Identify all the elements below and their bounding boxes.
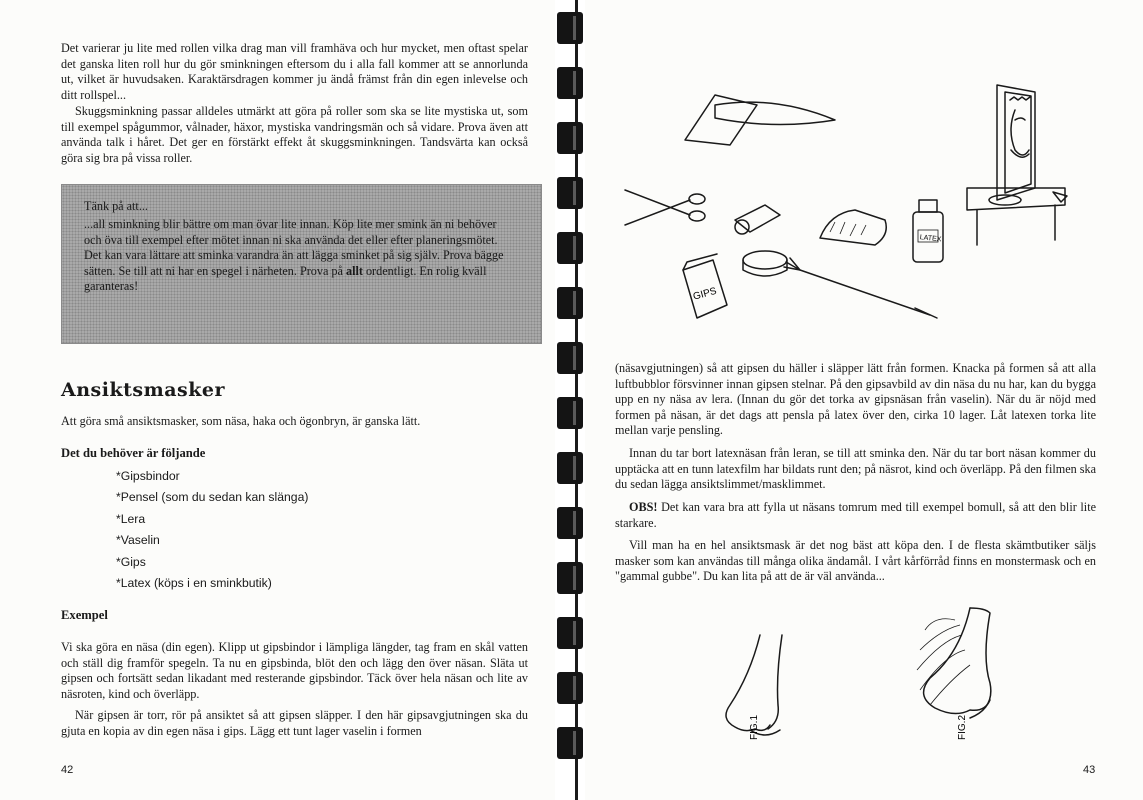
example-heading: Exempel — [61, 608, 108, 622]
clay-icon — [820, 210, 886, 245]
obs-label: OBS! — [629, 500, 658, 514]
binding-ring — [557, 672, 583, 704]
gips-label: GIPS — [691, 285, 718, 303]
fig1-label: FIG.1 — [749, 714, 760, 740]
tip-text-post: ordentligt. En rolig kväll garanteras! — [84, 263, 487, 294]
tip-title: Tänk på att... — [84, 199, 148, 213]
supply-item: *Vaselin — [116, 533, 160, 548]
obs-text: Det kan vara bra att fylla ut näsans tomrum med till exempel bomull, så att den blir lite starkare. — [615, 500, 1096, 530]
binding-ring — [557, 122, 583, 154]
binding-ring — [557, 177, 583, 209]
gips-bag-icon — [683, 254, 727, 318]
binding-ring — [557, 452, 583, 484]
shadow-makeup-paragraph: Skuggsminkning passar alldeles utmärkt att göra på roller som ska se lite mystiska ut, som till exempel spågummor, vålnader, häxor, mystiska vandringsmän och så vidare. Prova även att använda talk i håret. Det ger en förstärkt effekt åt skuggsminkningen. Tandsvärta kan också göra sig bra på vissa roller. — [61, 104, 528, 165]
tip-text-pre: Prova på — [299, 263, 346, 278]
page-number-right: 43 — [1083, 764, 1096, 776]
tip-text — [84, 217, 512, 295]
binding-ring — [557, 67, 583, 99]
vaseline-jar-icon — [743, 251, 787, 276]
binding-ring — [557, 507, 583, 539]
binding-ring — [557, 232, 583, 264]
nose-figure-1 — [726, 635, 782, 740]
masks-intro: Att göra små ansiktsmasker, som näsa, haka och ögonbryn, är ganska lätt. — [61, 414, 421, 428]
supply-item: *Pensel (som du sedan kan slänga) — [116, 490, 309, 505]
binding-ring — [557, 342, 583, 374]
supply-item: *Lera — [116, 511, 146, 526]
removing-paragraph: Innan du tar bort latexnäsan från leran, se till att sminka den. När du tar bort näsan kommer du upptäcka att en tunn latexfilm har bildats runt den; på näsrot, kind och överläpp. På den filmen ska du sedan lägga ansiktslimmet/masklimmet. — [615, 446, 1096, 492]
obs-paragraph — [615, 500, 1096, 531]
fig2-label: FIG.2 — [957, 714, 968, 740]
tip-text-emphasis: allt — [345, 263, 363, 278]
casting-paragraph: (näsavgjutningen) så att gipsen du häller i släpper lätt från formen. Knacka på formen så att alla luftbubblor försvinner innan gipsen stelnar. På den gipsavbild av din näsa du nu har, kan du bygga upp en ny näsa av lera. (Innan du gör det torka av gipsnäsan från vaselin). När du är nöjd med formen på näsan, är det dags att pensla på latex över den, cirka 10 lager. Låt latexen torka lite mellan varje pensling. — [615, 361, 1096, 438]
scissors-icon — [625, 190, 705, 225]
tip-text-main: ...all sminkning blir bättre om man övar lite innan. Köp lite mer smink än ni behöver och öva till exempel efter mötet innan ni ska använda det eller efter planeringsmötet. Det kan vara lättare att sminka varandra än att lägga sminket på sig själv. Prova bägge sätten. Se till att ni har en spegel i närheten. — [84, 217, 504, 278]
binding-ring — [557, 397, 583, 429]
supply-item: *Latex (köps i en sminkbutik) — [116, 575, 272, 590]
supply-item: *Gipsbindor — [116, 469, 180, 483]
brush-icon — [784, 258, 937, 318]
nose-figures — [585, 600, 1143, 790]
intro-paragraph: Det varierar ju lite med rollen vilka drag man vill framhäva och hur mycket, men oftast spelar det ganska liten roll hur du gör sminkningen eftersom du i alla fall kommer att se annorlunda ut, vilket är huvudsaken. Karaktärsdragen kommer ju ändå främst från din egen inlevelse och ditt rollspel... — [61, 41, 528, 102]
supplies-illustration — [585, 0, 1143, 345]
binding-ring — [557, 287, 583, 319]
latex-label: LATEX — [919, 234, 942, 244]
binding-ring — [557, 617, 583, 649]
example-paragraph: Vi ska göra en näsa (din egen). Klipp ut gipsbindor i lämpliga längder, tag fram en skål vatten och ställ dig framför spegeln. Ta nu en gipsbinda, blöt den och lägg den över näsan. Släta ut gipsen och fortsätt sedan likadant med resterande gipsbindor. Täck över hela näsan och lite av näsroten, kind och överläpp. — [61, 640, 528, 701]
right-page — [585, 0, 1143, 800]
full-mask-paragraph: Vill man ha en hel ansiktsmask är det nog bäst att köpa den. I de flesta skämtbutiker säljs masker som kan användas till många olika ändamål. I vårt kårförråd finns en monstermask och en "gammal gubbe". Du kan lita på att de är väl använda... — [615, 538, 1096, 584]
supply-list — [116, 466, 308, 594]
needs-heading: Det du behöver är följande — [61, 446, 206, 460]
latex-bottle-icon — [913, 200, 943, 262]
binding-ring — [557, 12, 583, 44]
section-title: Ansiktsmasker — [61, 379, 225, 401]
spiral-binding — [555, 0, 585, 800]
bandage-roll-icon — [735, 205, 780, 234]
tip-box — [61, 184, 542, 344]
page-number-left: 42 — [61, 764, 74, 776]
binding-ring — [557, 727, 583, 759]
mirror-icon — [997, 85, 1035, 200]
nose-figure-2 — [917, 608, 991, 740]
binding-ring — [557, 562, 583, 594]
plaster-bandage-icon — [685, 95, 835, 145]
table-icon — [967, 188, 1067, 245]
example-paragraph-continued: När gipsen är torr, rör på ansiktet så att gipsen släpper. I den här gipsavgjutningen ska du gjuta en kopia av din egen näsa i gips. Lägg ett tunt lager vaselin i formen — [61, 708, 528, 738]
supply-item: *Gips — [116, 554, 146, 569]
left-page — [0, 0, 555, 800]
